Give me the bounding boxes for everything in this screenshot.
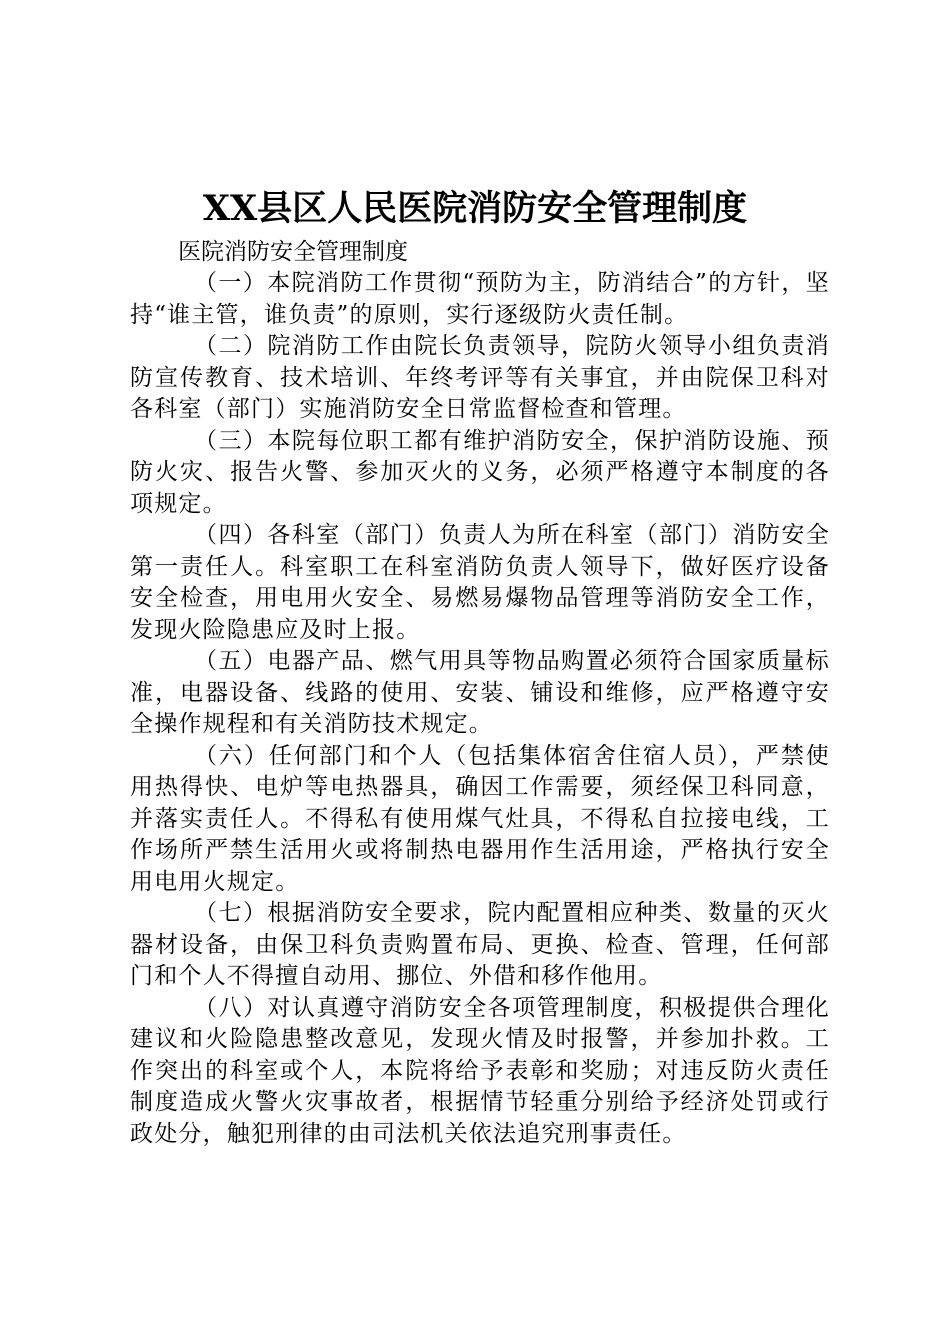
paragraph-8: （八）对认真遵守消防安全各项管理制度，积极提供合理化建议和火险隐患整改意见，发现火情及时报警，并参加扑救。工作突出的科室或个人，本院将给予表彰和奖励；对违反防火责任制度造成火警火灾事故者，根据情节轻重分别给予经济处罚或行政处分，触犯刑律的由司法机关依法追究刑事责任。: [130, 994, 830, 1147]
paragraph-4: （四）各科室（部门）负责人为所在科室（部门）消防安全第一责任人。科室职工在科室消防负责人领导下，做好医疗设备安全检查，用电用火安全、易燃易爆物品管理等消防安全工作，发现火险隐患应及时上报。: [130, 522, 830, 643]
document-body: [130, 236, 830, 1150]
paragraph-1: （一）本院消防工作贯彻“预防为主，防消结合”的方针，坚持“谁主管，谁负责”的原则，实行逐级防火责任制。: [130, 270, 830, 328]
paragraph-5: （五）电器产品、燃气用具等物品购置必须符合国家质量标准，电器设备、线路的使用、安装、铺设和维修，应严格遵守安全操作规程和有关消防技术规定。: [130, 648, 830, 737]
paragraph-7: （七）根据消防安全要求，院内配置相应种类、数量的灭火器材设备，由保卫科负责购置布局、更换、检查、管理，任何部门和个人不得擅自动用、挪位、外借和移作他用。: [130, 900, 830, 989]
document-title: XX县区人民医院消防安全管理制度: [202, 188, 748, 229]
paragraph-3: （三）本院每位职工都有维护消防安全，保护消防设施、预防火灾、报告火警、参加灭火的义务，必须严格遵守本制度的各项规定。: [130, 427, 830, 517]
paragraph-6: （六）任何部门和个人（包括集体宿舍住宿人员），严禁使用热得快、电炉等电热器具，确因工作需要，须经保卫科同意，并落实责任人。不得私有使用煤气灶具，不得私自拉接电线，工作场所严禁生活用火或将制热电器用作生活用途，严格执行安全用电用火规定。: [130, 742, 830, 895]
paragraph-2: （二）院消防工作由院长负责领导，院防火领导小组负责消防宣传教育、技术培训、年终考评等有关事宜，并由院保卫科对各科室（部门）实施消防安全日常监督检查和管理。: [130, 333, 830, 422]
document-subtitle: 医院消防安全管理制度: [178, 239, 408, 265]
